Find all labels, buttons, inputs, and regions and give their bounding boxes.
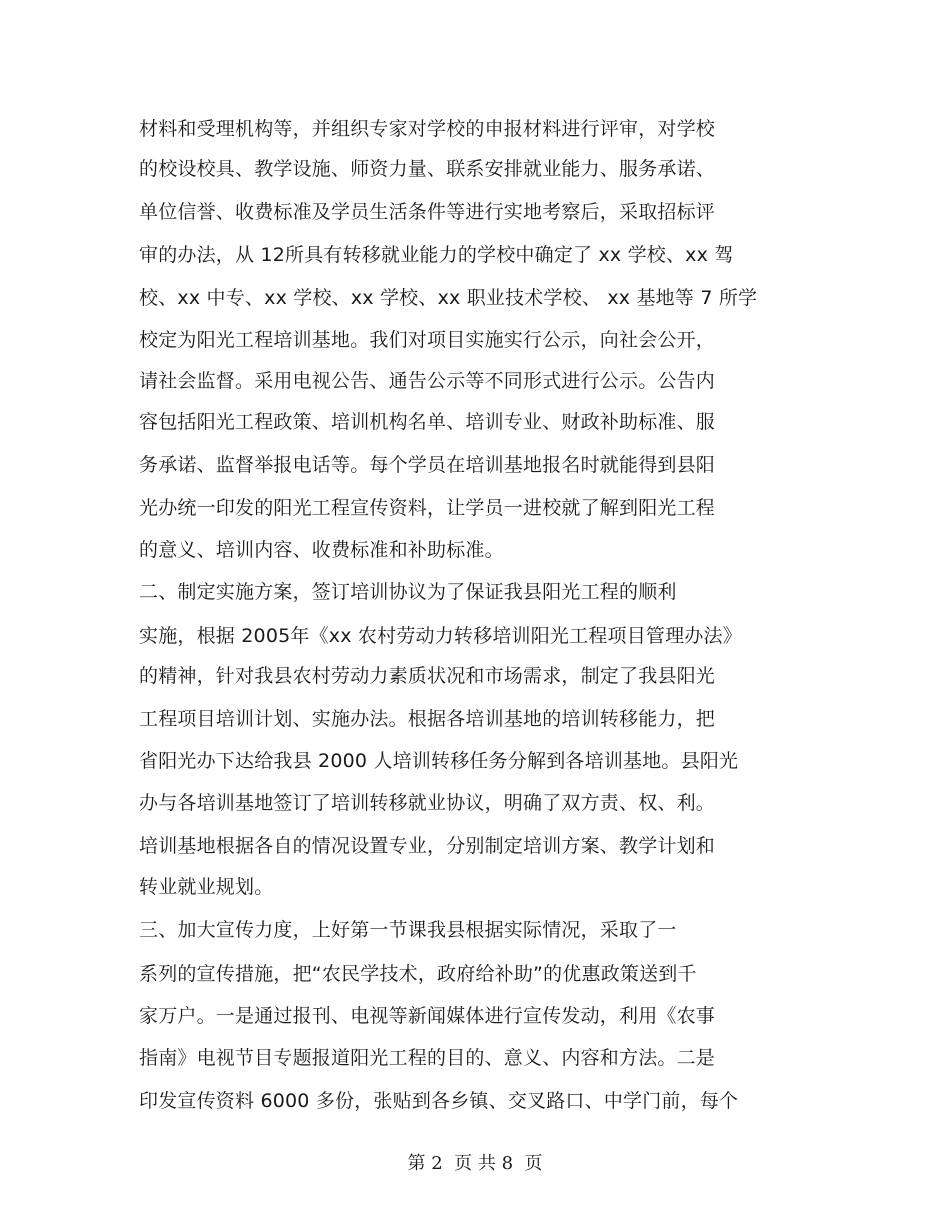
body-text-line: 家万户。一是通过报刊、电视等新闻媒体进行宣传发动，利用《农事 (139, 1005, 716, 1027)
body-text-line: 工程项目培训计划、实施办法。根据各培训基地的培训转移能力，把 (139, 708, 716, 730)
body-text-line: 培训基地根据各自的情况设置专业，分别制定培训方案、教学计划和 (139, 835, 716, 857)
body-text-line: 请社会监督。采用电视公告、通告公示等不同形式进行公示。公告内 (139, 370, 716, 392)
page-number-footer: 第 2 页 共 8 页 (407, 1153, 543, 1174)
body-text-line: 转业就业规划。 (139, 876, 274, 898)
body-text-line: 办与各培训基地签订了培训转移就业协议，明确了双方责、权、利。 (139, 792, 716, 814)
body-text-line: 单位信誉、收费标准及学员生活条件等进行实地考察后，采取招标评 (139, 201, 716, 223)
body-text-line: 实施，根据 2005年《xx 农村劳动力转移培训阳光工程项目管理办法》 (139, 625, 742, 647)
body-text-line: 校、xx 中专、xx 学校、xx 学校、xx 职业技术学校、 xx 基地等 7 所学 (139, 287, 758, 309)
body-text-line: 审的办法，从 12所具有转移就业能力的学校中确定了 xx 学校、xx 驾 (139, 244, 734, 266)
body-text-line: 印发宣传资料 6000 多份，张贴到各乡镇、交叉路口、中学门前，每个 (139, 1090, 739, 1112)
body-text-line: 校定为阳光工程培训基地。我们对项目实施实行公示，向社会公开， (139, 329, 716, 351)
body-text-line: 的精神，针对我县农村劳动力素质状况和市场需求，制定了我县阳光 (139, 665, 716, 687)
body-text-line: 材料和受理机构等，并组织专家对学校的申报材料进行评审，对学校 (139, 118, 716, 140)
body-text-line: 务承诺、监督举报电话等。每个学员在培训基地报名时就能得到县阳 (139, 454, 716, 476)
paragraph-heading-line: 二、制定实施方案，签订培训协议为了保证我县阳光工程的顺利 (139, 581, 677, 603)
body-text-line: 的校设校具、教学设施、师资力量、联系安排就业能力、服务承诺、 (139, 158, 716, 180)
body-text-line: 容包括阳光工程政策、培训机构名单、培训专业、财政补助标准、服 (139, 411, 716, 433)
body-text-line: 系列的宣传措施，把“农民学技术，政府给补助”的优惠政策送到千 (139, 963, 697, 985)
body-text-line: 的意义、培训内容、收费标准和补助标准。 (139, 539, 504, 561)
paragraph-heading-line: 三、加大宣传力度，上好第一节课我县根据实际情况，采取了一 (139, 919, 677, 941)
body-text-line: 指南》电视节目专题报道阳光工程的目的、意义、内容和方法。二是 (139, 1047, 716, 1069)
body-text-line: 省阳光办下达给我县 2000 人培训转移任务分解到各培训基地。县阳光 (139, 750, 739, 772)
body-text-line: 光办统一印发的阳光工程宣传资料，让学员一进校就了解到阳光工程 (139, 497, 716, 519)
